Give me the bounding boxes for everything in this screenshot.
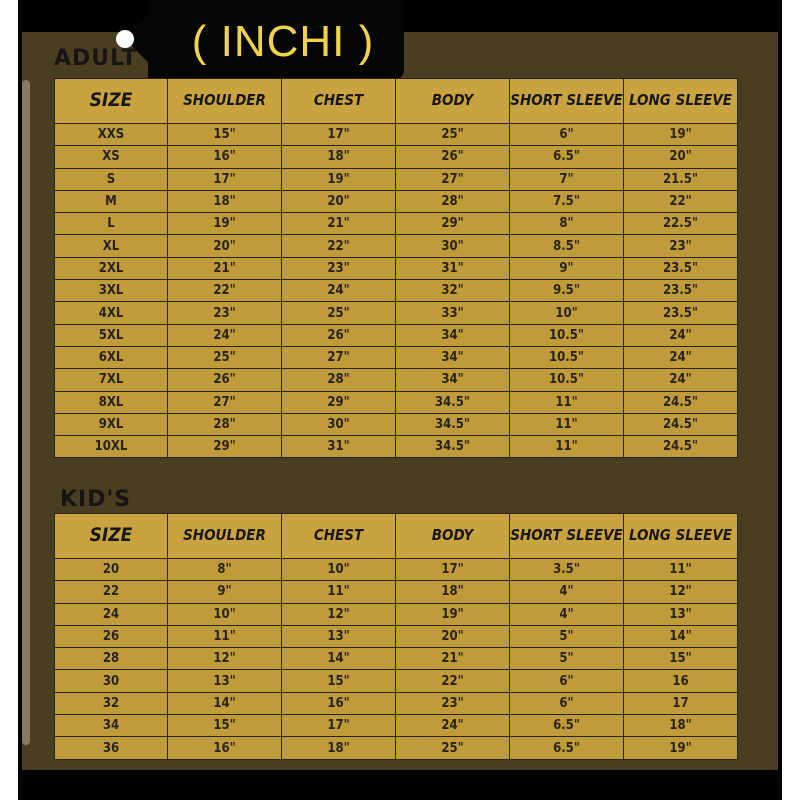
table-cell: 20" bbox=[396, 625, 510, 647]
table-cell: 6" bbox=[510, 124, 624, 146]
table-cell: 10.5" bbox=[510, 369, 624, 391]
table-cell: 6.5" bbox=[510, 737, 624, 759]
table-cell: 13" bbox=[624, 603, 738, 625]
table-cell: 8" bbox=[510, 213, 624, 235]
table-cell: 16 bbox=[624, 670, 738, 692]
table-row bbox=[55, 603, 738, 625]
table-cell: 27" bbox=[168, 391, 282, 413]
table-cell: 6XL bbox=[55, 346, 168, 368]
table-cell: 24" bbox=[624, 369, 738, 391]
table-cell: 23" bbox=[624, 235, 738, 257]
table-cell: 14" bbox=[282, 648, 396, 670]
table-cell: 26 bbox=[55, 625, 168, 647]
table-cell: 21" bbox=[282, 213, 396, 235]
table-cell: 30" bbox=[282, 413, 396, 435]
table-row bbox=[55, 715, 738, 737]
table-cell: 11" bbox=[168, 625, 282, 647]
table-cell: 5" bbox=[510, 625, 624, 647]
table-row bbox=[55, 302, 738, 324]
table-cell: 12" bbox=[282, 603, 396, 625]
table-cell: 25" bbox=[396, 737, 510, 759]
table-row bbox=[55, 670, 738, 692]
table-cell: 34" bbox=[396, 369, 510, 391]
table-cell: 17 bbox=[624, 692, 738, 714]
adult-section-label: ADULT bbox=[54, 46, 138, 71]
table-header-row bbox=[55, 79, 738, 124]
table-cell: 14" bbox=[624, 625, 738, 647]
table-cell: 16" bbox=[168, 146, 282, 168]
table-row bbox=[55, 581, 738, 603]
table-cell: XL bbox=[55, 235, 168, 257]
table-cell: 18" bbox=[396, 581, 510, 603]
table-row bbox=[55, 648, 738, 670]
table-cell: 24.5" bbox=[624, 413, 738, 435]
table-cell: 17" bbox=[282, 715, 396, 737]
table-cell: 24" bbox=[624, 324, 738, 346]
column-header: LONG SLEEVE bbox=[624, 514, 738, 559]
left-edge-strip bbox=[22, 80, 30, 745]
table-cell: 6" bbox=[510, 692, 624, 714]
table-cell: 23" bbox=[168, 302, 282, 324]
table-row bbox=[55, 124, 738, 146]
table-cell: 26" bbox=[168, 369, 282, 391]
table-cell: 34.5" bbox=[396, 413, 510, 435]
table-cell: 3XL bbox=[55, 280, 168, 302]
table-cell: 29" bbox=[282, 391, 396, 413]
table-cell: 32 bbox=[55, 692, 168, 714]
table-cell: S bbox=[55, 168, 168, 190]
table-cell: 33" bbox=[396, 302, 510, 324]
table-cell: 6.5" bbox=[510, 146, 624, 168]
table-cell: 4XL bbox=[55, 302, 168, 324]
table-cell: 19" bbox=[624, 737, 738, 759]
table-cell: 24.5" bbox=[624, 391, 738, 413]
table-cell: 10XL bbox=[55, 436, 168, 458]
table-cell: 7XL bbox=[55, 369, 168, 391]
table-cell: 32" bbox=[396, 280, 510, 302]
column-header: LONG SLEEVE bbox=[624, 79, 738, 124]
table-cell: 16" bbox=[282, 692, 396, 714]
table-cell: 27" bbox=[396, 168, 510, 190]
table-row bbox=[55, 737, 738, 759]
table-cell: 13" bbox=[168, 670, 282, 692]
table-cell: 15" bbox=[624, 648, 738, 670]
table-cell: 23.5" bbox=[624, 302, 738, 324]
table-cell: 10" bbox=[168, 603, 282, 625]
table-row bbox=[55, 146, 738, 168]
table-cell: 8" bbox=[168, 559, 282, 581]
table-cell: 9.5" bbox=[510, 280, 624, 302]
table-cell: 36 bbox=[55, 737, 168, 759]
table-cell: 22.5" bbox=[624, 213, 738, 235]
table-row bbox=[55, 280, 738, 302]
table-cell: 17" bbox=[396, 559, 510, 581]
table-cell: 10" bbox=[510, 302, 624, 324]
table-cell: 24 bbox=[55, 603, 168, 625]
table-cell: 10" bbox=[282, 559, 396, 581]
table-cell: 23.5" bbox=[624, 257, 738, 279]
table-row bbox=[55, 625, 738, 647]
table-cell: 12" bbox=[168, 648, 282, 670]
table-cell: 29" bbox=[168, 436, 282, 458]
table-cell: 34 bbox=[55, 715, 168, 737]
table-cell: 34" bbox=[396, 346, 510, 368]
table-row bbox=[55, 257, 738, 279]
table-cell: 31" bbox=[396, 257, 510, 279]
table-cell: 22" bbox=[168, 280, 282, 302]
table-row bbox=[55, 346, 738, 368]
table-cell: 24" bbox=[168, 324, 282, 346]
table-cell: 15" bbox=[168, 124, 282, 146]
table-cell: 10.5" bbox=[510, 346, 624, 368]
table-cell: 15" bbox=[168, 715, 282, 737]
column-header: SIZE bbox=[55, 79, 168, 124]
table-cell: 11" bbox=[282, 581, 396, 603]
table-cell: 2XL bbox=[55, 257, 168, 279]
table-cell: 15" bbox=[282, 670, 396, 692]
table-cell: 18" bbox=[282, 737, 396, 759]
table-cell: 34" bbox=[396, 324, 510, 346]
column-header: SHORT SLEEVE bbox=[510, 79, 624, 124]
column-header: CHEST bbox=[282, 514, 396, 559]
table-cell: 11" bbox=[510, 413, 624, 435]
table-cell: 20" bbox=[282, 190, 396, 212]
table-cell: 26" bbox=[396, 146, 510, 168]
column-header: SHOULDER bbox=[168, 79, 282, 124]
column-header: BODY bbox=[396, 79, 510, 124]
table-cell: L bbox=[55, 213, 168, 235]
table-row bbox=[55, 436, 738, 458]
table-cell: 20 bbox=[55, 559, 168, 581]
adult-size-table bbox=[54, 78, 738, 458]
table-cell: 19" bbox=[396, 603, 510, 625]
table-cell: 23" bbox=[282, 257, 396, 279]
table-cell: 14" bbox=[168, 692, 282, 714]
table-cell: 16" bbox=[168, 737, 282, 759]
table-row bbox=[55, 413, 738, 435]
table-cell: 27" bbox=[282, 346, 396, 368]
page-title: ( INCHI ) bbox=[191, 17, 375, 66]
table-cell: 5" bbox=[510, 648, 624, 670]
table-cell: 11" bbox=[624, 559, 738, 581]
table-cell: M bbox=[55, 190, 168, 212]
table-header-row bbox=[55, 514, 738, 559]
table-cell: 28 bbox=[55, 648, 168, 670]
table-cell: XS bbox=[55, 146, 168, 168]
table-cell: 22" bbox=[624, 190, 738, 212]
table-cell: 29" bbox=[396, 213, 510, 235]
table-cell: 25" bbox=[396, 124, 510, 146]
column-header: CHEST bbox=[282, 79, 396, 124]
table-cell: 34.5" bbox=[396, 391, 510, 413]
kids-size-table bbox=[54, 513, 738, 760]
table-cell: 25" bbox=[168, 346, 282, 368]
table-cell: 30 bbox=[55, 670, 168, 692]
table-cell: 5XL bbox=[55, 324, 168, 346]
table-cell: 4" bbox=[510, 581, 624, 603]
table-cell: 10.5" bbox=[510, 324, 624, 346]
column-header: SIZE bbox=[55, 514, 168, 559]
table-row bbox=[55, 235, 738, 257]
table-cell: 8XL bbox=[55, 391, 168, 413]
table-cell: 11" bbox=[510, 436, 624, 458]
table-row bbox=[55, 168, 738, 190]
table-cell: 6.5" bbox=[510, 715, 624, 737]
table-row bbox=[55, 324, 738, 346]
table-row bbox=[55, 190, 738, 212]
table-row bbox=[55, 391, 738, 413]
table-cell: 28" bbox=[168, 413, 282, 435]
table-cell: 34.5" bbox=[396, 436, 510, 458]
table-cell: 30" bbox=[396, 235, 510, 257]
table-cell: 22 bbox=[55, 581, 168, 603]
table-cell: 26" bbox=[282, 324, 396, 346]
table-cell: 6" bbox=[510, 670, 624, 692]
table-cell: 24" bbox=[396, 715, 510, 737]
table-cell: 20" bbox=[168, 235, 282, 257]
table-cell: 22" bbox=[396, 670, 510, 692]
table-cell: 9XL bbox=[55, 413, 168, 435]
table-cell: 24" bbox=[282, 280, 396, 302]
table-cell: 11" bbox=[510, 391, 624, 413]
table-cell: XXS bbox=[55, 124, 168, 146]
table-cell: 31" bbox=[282, 436, 396, 458]
table-cell: 23.5" bbox=[624, 280, 738, 302]
table-cell: 18" bbox=[282, 146, 396, 168]
table-cell: 22" bbox=[282, 235, 396, 257]
table-cell: 9" bbox=[510, 257, 624, 279]
table-cell: 23" bbox=[396, 692, 510, 714]
table-cell: 28" bbox=[396, 190, 510, 212]
table-cell: 17" bbox=[168, 168, 282, 190]
table-cell: 17" bbox=[282, 124, 396, 146]
table-cell: 7" bbox=[510, 168, 624, 190]
table-cell: 18" bbox=[168, 190, 282, 212]
table-row bbox=[55, 213, 738, 235]
table-cell: 19" bbox=[624, 124, 738, 146]
table-row bbox=[55, 559, 738, 581]
table-row bbox=[55, 369, 738, 391]
table-cell: 25" bbox=[282, 302, 396, 324]
table-cell: 12" bbox=[624, 581, 738, 603]
table-cell: 18" bbox=[624, 715, 738, 737]
table-cell: 7.5" bbox=[510, 190, 624, 212]
table-cell: 9" bbox=[168, 581, 282, 603]
table-cell: 13" bbox=[282, 625, 396, 647]
table-cell: 24.5" bbox=[624, 436, 738, 458]
column-header: SHOULDER bbox=[168, 514, 282, 559]
table-cell: 28" bbox=[282, 369, 396, 391]
table-cell: 8.5" bbox=[510, 235, 624, 257]
table-cell: 3.5" bbox=[510, 559, 624, 581]
table-cell: 21" bbox=[168, 257, 282, 279]
table-cell: 20" bbox=[624, 146, 738, 168]
column-header: SHORT SLEEVE bbox=[510, 514, 624, 559]
table-row bbox=[55, 692, 738, 714]
table-cell: 24" bbox=[624, 346, 738, 368]
table-cell: 21.5" bbox=[624, 168, 738, 190]
table-cell: 4" bbox=[510, 603, 624, 625]
kids-section-label: KID'S bbox=[60, 487, 132, 512]
column-header: BODY bbox=[396, 514, 510, 559]
table-cell: 19" bbox=[282, 168, 396, 190]
table-cell: 21" bbox=[396, 648, 510, 670]
table-cell: 19" bbox=[168, 213, 282, 235]
